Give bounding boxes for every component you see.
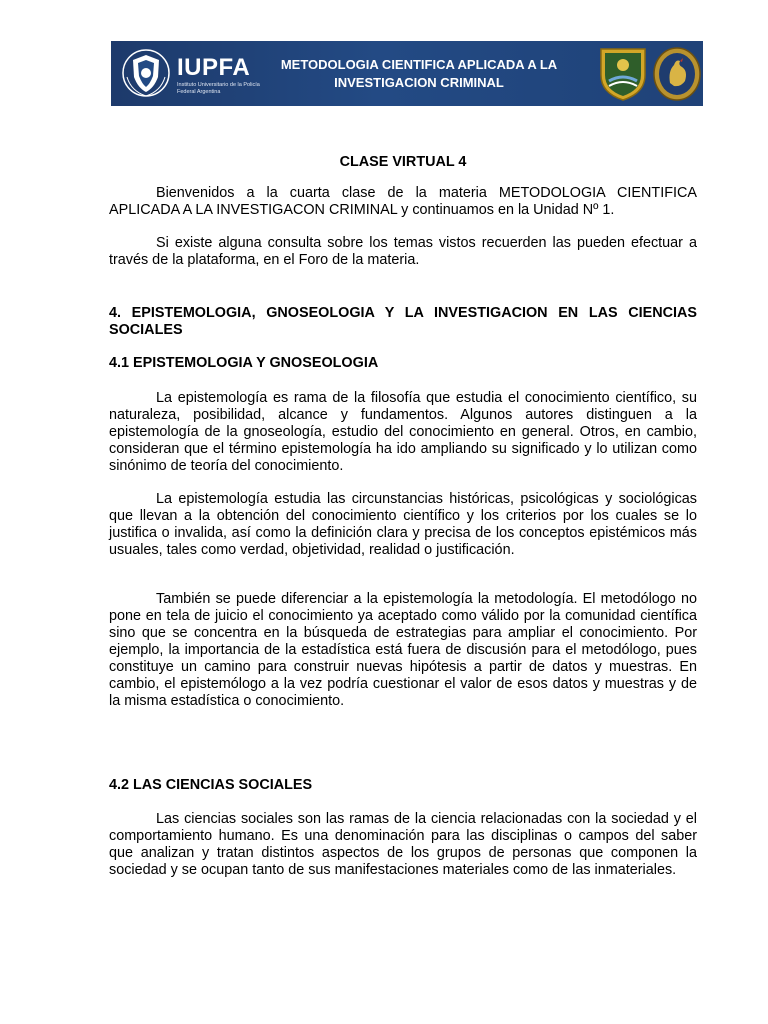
section-4-1-heading: 4.1 EPISTEMOLOGIA Y GNOSEOLOGIA — [109, 355, 379, 371]
intro-paragraph-2: Si existe alguna consulta sobre los temas vistos recuerden las pueden efectuar a través de la plataforma, en el Foro de la materia. — [109, 235, 697, 268]
course-title-line1: METODOLOGIA CIENTIFICA APLICADA A LA — [280, 57, 558, 72]
section-4-2-heading: 4.2 LAS CIENCIAS SOCIALES — [109, 777, 313, 793]
rooster-seal-icon — [652, 45, 702, 103]
section-4-heading: 4. EPISTEMOLOGIA, GNOSEOLOGIA Y LA INVESTIGACION EN LAS CIENCIAS SOCIALES — [109, 305, 697, 338]
intro-paragraph-1: Bienvenidos a la cuarta clase de la materia METODOLOGIA CIENTIFICA APLICADA A LA INVESTIGACON CRIMINAL y continuamos en la Unidad Nº 1. — [109, 185, 697, 218]
section-4-1-paragraph-3: También se puede diferenciar a la epistemología la metodología. El metodólogo no pone en tela de juicio el conocimiento ya aceptado como válido por la comunidad científica sino que se concentra en la búsqueda de estrategias para ampliar el conocimiento. Por ejemplo, la importancia de la estadística está fuera de discusión para el metodólogo, pues constituye un camino para construir nuevas hipótesis a partir de datos y muestras. En cambio, el epistemólogo a la vez podría cuestionar el valor de esos datos y muestras y de la misma estadística o conocimiento. — [109, 591, 697, 709]
header-banner — [111, 41, 703, 106]
police-crest-icon — [597, 45, 649, 103]
brand-name: IUPFA — [177, 54, 251, 81]
section-4-1-paragraph-1: La epistemología es rama de la filosofía que estudia el conocimiento científico, su naturaleza, posibilidad, alcance y fundamentos. Algunos autores distinguen a la epistemología de la gnoseología, estudio del conocimiento en general. Otros, en cambio, consideran que el término epistemología ha ido ampliando su significado y lo utilizan como sinónimo de teoría del conocimiento. — [109, 390, 697, 474]
iupfa-shield-logo-icon — [121, 47, 171, 99]
section-4-1-paragraph-2: La epistemología estudia las circunstancias históricas, psicológicas y sociológicas que llevan a la obtención del conocimiento científico y los criterios por los cuales se lo justifica o invalida, así como la definición clara y precisa de los conceptos epistémicos más usuales, tales como verdad, objetividad, realidad o justificación. — [109, 491, 697, 558]
section-4-2-paragraph-1: Las ciencias sociales son las ramas de la ciencia relacionadas con la sociedad y el comportamiento humano. Es una denominación para las disciplinas o campos del saber que analizan y tratan distintos aspectos de los grupos de personas que componen la sociedad y se ocupan tanto de sus manifestaciones materiales como de las inmateriales. — [109, 811, 697, 878]
class-title: CLASE VIRTUAL 4 — [339, 154, 467, 170]
brand-subtitle: Instituto Universitario de la Policía Federal Argentina — [177, 82, 260, 95]
course-title-line2: INVESTIGACION CRIMINAL — [334, 75, 504, 90]
